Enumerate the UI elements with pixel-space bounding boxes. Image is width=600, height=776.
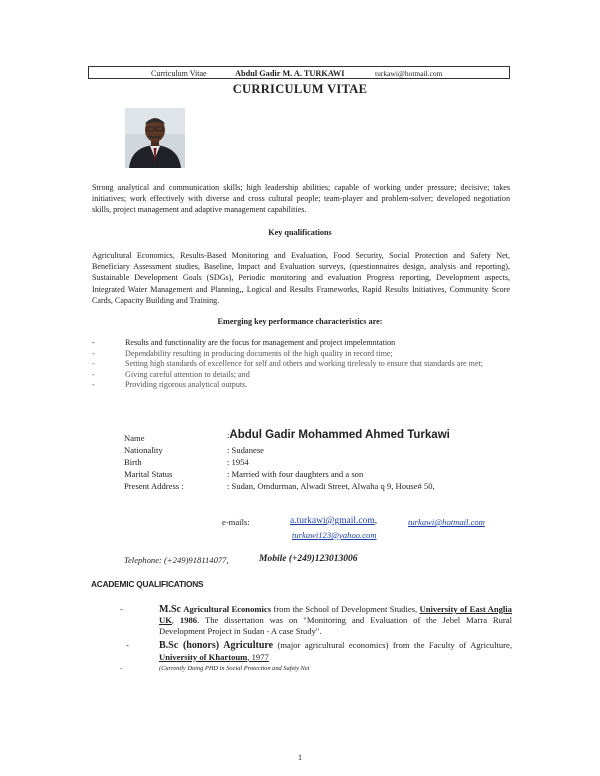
academic-heading: ACADEMIC QUALIFICATIONS (91, 579, 204, 589)
address-label: Present Address : (124, 481, 184, 491)
mobile-number: Mobile (+249)123013006 (259, 554, 358, 564)
bullet-dash: - (120, 604, 123, 614)
msc-university: University of East Anglia UK (159, 604, 512, 626)
bsc-university: University of Khartoum (159, 651, 248, 662)
header-label: Curriculum Vitae (151, 69, 207, 78)
address-value: : Sudan, Omdurman, Alwadi Street, Alwaha q 9, House# 50, (227, 481, 435, 491)
academic-list (120, 604, 512, 674)
portrait-photo (125, 108, 185, 168)
emerging-list (92, 338, 512, 391)
list-item: - Setting high standards of excellence for self and others and working tirelessly to ensure that standards are met; (92, 359, 484, 368)
email-yahoo[interactable]: turkawi123@yahoo.com (292, 530, 377, 540)
birth-value: : 1954 (227, 457, 249, 467)
telephone-number: Telephone: (+249)918114077, (124, 555, 229, 565)
nationality-value: : Sudanese (227, 445, 264, 455)
bullet-dash: - (92, 380, 95, 389)
page-title: CURRICULUM VITAE (232, 82, 368, 96)
portrait-photo-icon (125, 108, 185, 168)
bullet-dash: - (120, 665, 123, 673)
running-header (88, 66, 510, 79)
key-qualifications-heading: Key qualifications (268, 228, 332, 237)
birth-label: Birth (124, 457, 142, 467)
bullet-dash: - (92, 369, 95, 379)
bullet-dash: - (92, 338, 95, 347)
bullet-dash: - (92, 359, 95, 368)
name-label: Name (124, 433, 145, 443)
name-value: :Abdul Gadir Mohammed Ahmed Turkawi (227, 429, 450, 441)
email-gmail[interactable]: a.turkawi@gmail.com, (290, 516, 378, 526)
marital-value: : Married with four daughters and a son (227, 469, 364, 479)
email-hotmail[interactable]: turkawi@hotmail.com (408, 517, 485, 527)
emerging-heading: Emerging key performance characteristics are: (217, 317, 383, 326)
header-name: Abdul Gadir M. A. TURKAWI (235, 69, 345, 78)
list-item: - B.Sc (honors) Agriculture (major agricultural economics) from the Faculty of Agriculture, University of Khartoum, 1977 (126, 640, 512, 662)
list-item: - (Currently Doing PHD in Social Protection and Safety Net (120, 664, 512, 674)
bullet-dash: - (126, 640, 129, 651)
list-item: - Providing rigorous analytical outputs. (92, 380, 248, 389)
list-item: - M.Sc Agricultural Economics from the School of Development Studies, University of East Anglia UK, 1986. The dissertation was on "Monitoring and Evaluation of the Jebel Marra Rural Development Project in Sudan - A case Study". (120, 604, 512, 636)
summary-paragraph: Strong analytical and communication skills; high leadership abilities; capable of working under pressure; decisive; takes initiatives; work effectively with diverse and cross cultural people; team-player and problem-solver; developed negotiation skills, project management and adaptive management capabilities. (92, 183, 510, 215)
header-email: turkawi@hotmail.com (375, 69, 443, 78)
emails-label: e-mails: (222, 517, 250, 527)
marital-label: Marital Status (124, 469, 173, 479)
nationality-label: Nationality (124, 445, 163, 455)
list-item: - Dependability resulting in producing documents of the high quality in record time; (92, 348, 393, 358)
list-item: - Results and functionality are the focus for management and project impelemntation (92, 338, 396, 347)
bullet-dash: - (92, 348, 95, 358)
page-number: 1 (298, 753, 302, 762)
list-item: - Giving careful attention to details; and (92, 369, 250, 379)
key-qualifications-text: Agricultural Economics, Results-Based Monitoring and Evaluation, Food Security, Social Protection and Safety Net, Beneficiary Assessment studies, Baseline, Impact and Evaluation surveys, (questionnaires design, analysis and reporting), Sustainable Development Goals (SDGs), Periodic monitoring and evaluation Progress reporting, Development aspects, Integrated Water Management and Planning,, Logical and Results Frameworks, Rapid Results Initiatives, Community Score Cards, Capacity Building and Training. (92, 251, 510, 305)
